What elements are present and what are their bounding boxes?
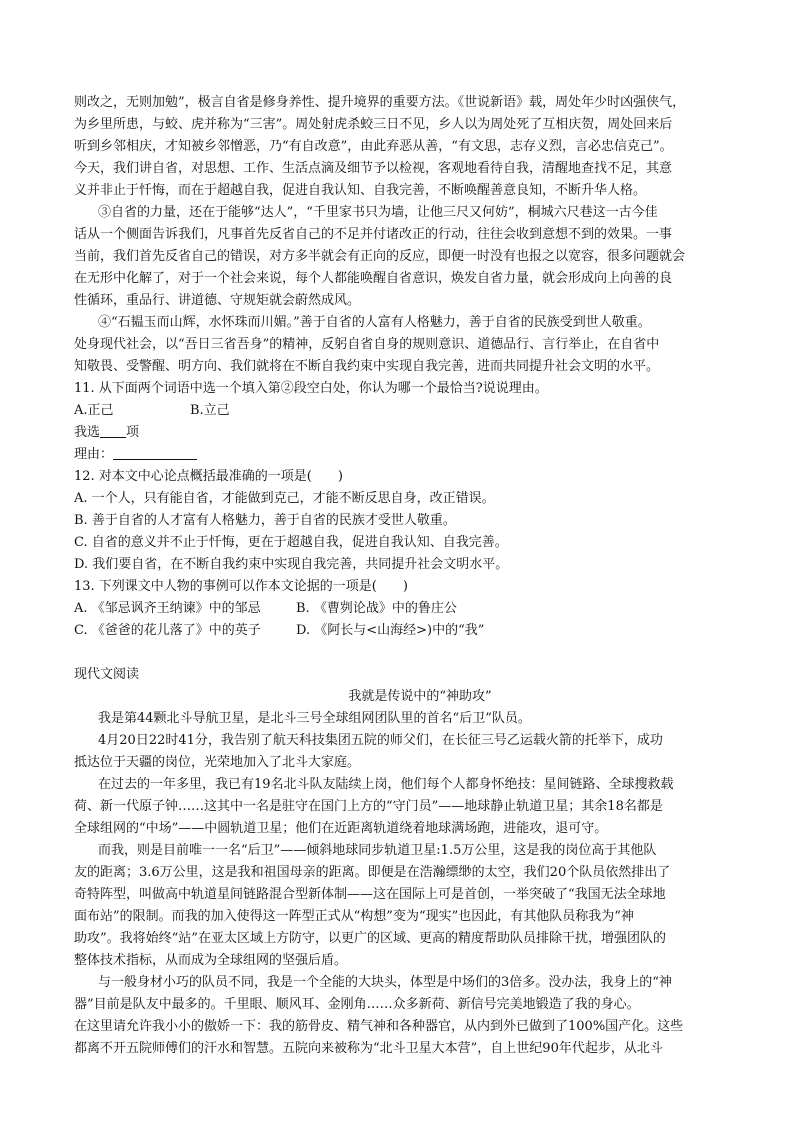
story-line: 抵达位于天疆的岗位，光荣地加入了北斗大家庭。 xyxy=(74,755,361,770)
question-13-stem: 13. 下列课文中人物的事例可以作本文论据的一项是( ) xyxy=(74,579,408,594)
reason-label: 理由： xyxy=(74,447,114,462)
reason-blank[interactable] xyxy=(113,445,197,460)
story-line: 荷、新一代原子钟……这其中一名是驻守在国门上方的“守门员”——地球静止轨道卫星；其余18名都是 xyxy=(74,799,663,814)
question-13-row-1 xyxy=(74,598,726,620)
question-13-option-a: A. 《邹忌讽齐王纳谏》中的邹忌 xyxy=(74,601,261,616)
story-line: 整体技术指标，从而成为全球组网的坚强后盾。 xyxy=(74,953,348,968)
question-13-option-c: C. 《爸爸的花儿落了》中的英子 xyxy=(74,623,261,638)
question-11-option-b: B.立己 xyxy=(190,403,230,418)
question-13-option-d: D. 《阿长与<山海经>)中的“我” xyxy=(296,623,485,638)
essay-line: 义并非止于忏悔，而在于超越自我，促进自我认知、自我完善，不断唤醒善意良知，不断升华人格。 xyxy=(74,183,647,198)
story-title: 我就是传说中的“神助攻” xyxy=(348,689,492,704)
story-line: 奇特阵型，叫做高中轨道星间链路混合型新体制——这在国际上可是首创，一举突破了“我国无法全球地 xyxy=(74,887,666,902)
choice-suffix: 项 xyxy=(126,425,140,440)
story-line: 在这里请允许我小小的傲娇一下：我的筋骨皮、精气神和各种器官，从内到外已做到了100%国产化。这些 xyxy=(74,1019,684,1034)
story-line: 与一般身材小巧的队员不同，我是一个全能的大块头，体型是中场们的3倍多。没办法，我身上的“神 xyxy=(98,975,672,990)
story-line: 面布站”的限制。而我的加入使得这一阵型正式从“构想”变为“现实”也因此，有其他队员称我为“神 xyxy=(74,909,634,924)
question-11-option-a: A.正己 xyxy=(74,403,114,418)
story-line: 全球组网的“中场”——中圆轨道卫星；他们在近距离轨道绕着地球满场跑，进能攻，退可守。 xyxy=(74,821,608,836)
question-11-stem: 11. 从下面两个词语中选一个填入第②段空白处，你认为哪一个最恰当?说说理由。 xyxy=(74,381,548,396)
question-12-stem: 12. 对本文中心论点概括最准确的一项是( ) xyxy=(74,469,343,484)
story-line: 我是第44颗北斗导航卫星，是北斗三号全球组网团队里的首名“后卫”队员。 xyxy=(98,711,531,726)
question-12-option-d: D. 我们要自省，在不断自我约束中实现自我完善，共同提升社会文明水平。 xyxy=(74,557,509,572)
essay-line: 为乡里所患，与蛟、虎并称为“三害”。周处射虎杀蛟三日不见，乡人以为周处死了互相庆贺，周处回来后 xyxy=(74,117,673,132)
section-label: 现代文阅读 xyxy=(74,667,140,682)
essay-line: 听到乡邻相庆，才知被乡邻憎恶，乃“有自改意”，由此弃恶从善，“有文思，志存义烈，言必忠信克己”。 xyxy=(74,139,673,154)
story-line: 助攻”。我将始终“站”在亚太区域上方防守，以更广的区域、更高的精度帮助队员排除干扰，增强团队的 xyxy=(74,931,666,946)
story-line: 器”目前是队友中最多的。千里眼、顺风耳、金刚角……众多新荷、新信号完美地锻造了我的身心。 xyxy=(74,997,640,1012)
essay-line: 则改之，无则加勉”，极言自省是修身养性、提升境界的重要方法。《世说新语》载，周处年少时凶强侠气， xyxy=(74,95,686,110)
question-12-option-b: B. 善于自省的人才富有人格魅力，善于自省的民族才受世人敬重。 xyxy=(74,513,456,528)
question-11-choice xyxy=(74,422,726,444)
essay-line: 知敬畏、受警醒、明方向、我们就将在不断自我约束中实现自我完善，进而共同提升社会文明的水平。 xyxy=(74,359,660,374)
story-line: 都离不开五院师傅们的汗水和智慧。五院向来被称为“北斗卫星大本营”，自上世纪90年代起步，从北斗 xyxy=(74,1041,663,1056)
essay-line: 当前，我们首先反省自己的错误，对方多半就会有正向的反应，即便一时没有也报之以宽容，很多问题就会 xyxy=(74,249,686,264)
essay-line: 性循环，重品行、讲道德、守规矩就会蔚然成风。 xyxy=(74,293,361,308)
story-line: 在过去的一年多里，我已有19名北斗队友陆续上岗，他们每个人都身怀绝技：星间链路、全球搜救载 xyxy=(98,777,674,792)
essay-line: 话从一个侧面告诉我们，凡事首先反省自己的不足并付诸改正的行动，往往会收到意想不到的效果。一事 xyxy=(74,227,673,242)
essay-line: 在无形中化解了，对于一个社会来说，每个人都能唤醒自省意识，焕发自省力量，就会形成向上向善的良 xyxy=(74,271,673,286)
essay-line: 今天，我们讲自省，对思想、工作、生活点滴及细节予以检视，客观地看待自我，清醒地查找不足，其意 xyxy=(74,161,673,176)
question-13-option-b: B. 《曹刿论战》中的鲁庄公 xyxy=(296,601,457,616)
essay-line: 处身现代社会，以“吾日三省吾身”的精神，反躬自省自身的规则意识、道德品行、言行举止，在自省中 xyxy=(74,337,660,352)
choice-blank[interactable] xyxy=(100,423,126,438)
story-line: 而我，则是目前唯一一名“后卫”——倾斜地球同步轨道卫星:1.5万公里，这是我的岗位高于其他队 xyxy=(98,843,657,858)
question-12-option-c: C. 自省的意义并不止于忏悔，更在于超越自我，促进自我认知、自我完善。 xyxy=(74,535,508,550)
question-11-options xyxy=(74,400,726,422)
question-12-option-a: A. 一个人，只有能自省，才能做到克己，才能不断反思自身，改正错误。 xyxy=(74,491,495,506)
question-13-row-2 xyxy=(74,620,726,642)
story-line: 友的距离；3.6万公里，这是我和祖国母亲的距离。即便是在浩瀚缥缈的太空，我们20个队员依然排出了 xyxy=(74,865,671,880)
question-11-reason xyxy=(74,444,726,466)
essay-paragraph-3-start: ③自省的力量，还在于能够“达人”，“千里家书只为墙，让他三尺又何妨”，桐城六尺巷这一古今佳 xyxy=(98,205,658,220)
essay-paragraph-4-start: ④“石韫玉而山辉，水怀珠而川媚。”善于自省的人富有人格魅力，善于自省的民族受到世人敬重。 xyxy=(98,315,651,330)
story-line: 4月20日22时41分，我告别了航天科技集团五院的师父们，在长征三号乙运载火箭的托举下，成功 xyxy=(98,733,663,748)
choice-prefix: 我选 xyxy=(74,425,101,440)
